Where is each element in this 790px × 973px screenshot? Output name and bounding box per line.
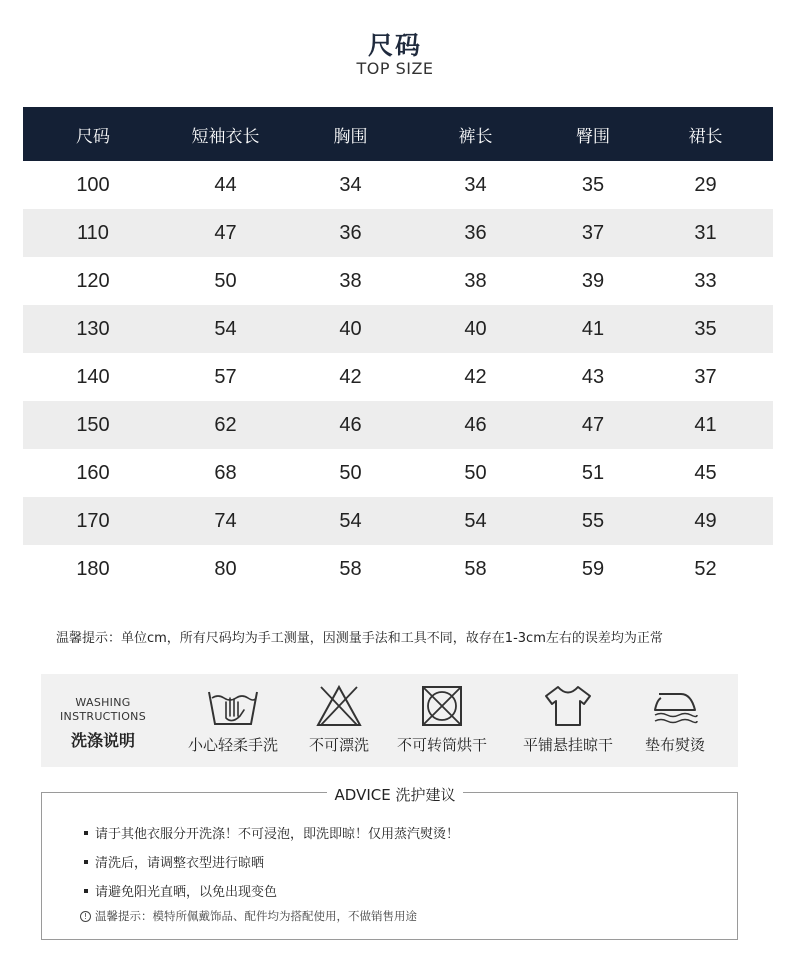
- table-cell: 51: [581, 461, 605, 484]
- table-cell: 43: [581, 365, 605, 388]
- table-cell: 74: [214, 509, 237, 532]
- table-cell: 49: [694, 509, 717, 532]
- table-cell: 140: [76, 365, 110, 388]
- bullet-icon: [84, 831, 88, 835]
- advice-item-text: 请避免阳光直晒，以免出现变色: [95, 885, 278, 900]
- flat-dry-icon: [543, 684, 593, 728]
- table-cell: 35: [581, 173, 605, 196]
- table-row: [23, 209, 773, 257]
- table-cell: 38: [464, 269, 487, 292]
- table-cell: 42: [339, 365, 362, 388]
- table-cell: 130: [76, 317, 110, 340]
- page-subtitle: TOP SIZE: [356, 59, 434, 78]
- table-cell: 62: [214, 413, 237, 436]
- table-cell: 41: [581, 317, 605, 340]
- table-cell: 110: [77, 221, 109, 244]
- column-header-pants-length: 裤长: [458, 126, 493, 147]
- washing-label-en-2: INSTRUCTIONS: [60, 710, 146, 723]
- care-label: 垫布熨烫: [644, 736, 705, 754]
- table-cell: 59: [581, 557, 605, 580]
- table-cell: 50: [464, 461, 487, 484]
- column-header-hip: 臀围: [576, 126, 610, 147]
- table-cell: 58: [339, 557, 362, 580]
- table-cell: 58: [464, 557, 487, 580]
- table-cell: 42: [464, 365, 487, 388]
- table-cell: 34: [464, 173, 487, 196]
- table-cell: 46: [464, 413, 487, 436]
- advice-item-text: 请于其他衣服分开洗涤！不可浸泡，即洗即晾！仅用蒸汽熨烫！: [95, 827, 460, 842]
- size-table: [23, 107, 773, 593]
- no-tumble-dry-icon: [420, 684, 464, 728]
- care-item-flat-dry: [515, 684, 621, 755]
- care-item-no-bleach: [299, 684, 379, 755]
- table-cell: 47: [581, 413, 605, 436]
- care-item-iron-with-cloth: [637, 684, 713, 755]
- care-label: 不可漂洗: [308, 736, 369, 754]
- table-cell: 34: [339, 173, 362, 196]
- table-cell: 40: [464, 317, 487, 340]
- no-bleach-icon: [315, 684, 363, 728]
- table-cell: 54: [464, 509, 487, 532]
- table-cell: 57: [214, 365, 237, 388]
- table-header: [23, 107, 773, 161]
- table-cell: 40: [339, 317, 362, 340]
- table-cell: 150: [76, 413, 110, 436]
- table-cell: 50: [214, 269, 237, 292]
- list-item: [84, 818, 459, 847]
- table-cell: 36: [464, 221, 487, 244]
- table-cell: 44: [214, 173, 237, 196]
- care-label: 不可转筒烘干: [396, 736, 487, 754]
- column-header-chest: 胸围: [333, 126, 368, 147]
- table-cell: 29: [694, 173, 717, 196]
- list-item: [84, 847, 459, 876]
- advice-title-text: ADVICE 洗护建议: [327, 786, 464, 804]
- table-cell: 52: [694, 557, 717, 580]
- table-cell: 38: [339, 269, 362, 292]
- advice-tip-text: 温馨提示：模特所佩戴饰品、配件均为搭配使用，不做销售用途: [95, 909, 417, 923]
- table-cell: 68: [214, 461, 237, 484]
- advice-title: [0, 784, 790, 805]
- table-row: [23, 305, 773, 353]
- table-row: [23, 257, 773, 305]
- table-cell: 45: [694, 461, 717, 484]
- care-label: 小心轻柔手洗: [187, 736, 278, 754]
- table-cell: 54: [214, 317, 237, 340]
- hand-wash-icon: [206, 684, 260, 728]
- bullet-icon: [84, 860, 88, 864]
- table-cell: 33: [694, 269, 717, 292]
- table-row: [23, 401, 773, 449]
- column-header-skirt-length: 裙长: [688, 126, 723, 147]
- table-cell: 100: [76, 173, 110, 196]
- table-cell: 31: [694, 221, 717, 244]
- column-header-top-length: 短袖衣长: [191, 126, 260, 147]
- table-cell: 170: [76, 509, 110, 532]
- table-cell: 180: [76, 557, 110, 580]
- table-cell: 35: [694, 317, 717, 340]
- column-header-size: 尺码: [76, 126, 110, 147]
- care-item-no-tumble-dry: [389, 684, 495, 755]
- table-cell: 54: [339, 509, 362, 532]
- advice-list: [84, 818, 459, 905]
- care-item-hand-wash: [181, 684, 285, 755]
- info-icon: !: [80, 911, 91, 922]
- table-cell: 36: [339, 221, 362, 244]
- table-cell: 47: [214, 221, 237, 244]
- page-title: 尺码: [367, 31, 422, 60]
- table-row: [23, 497, 773, 545]
- table-cell: 80: [214, 557, 237, 580]
- washing-label-cn: 洗涤说明: [70, 731, 135, 750]
- table-row: [23, 353, 773, 401]
- measurement-note: 温馨提示：单位cm，所有尺码均为手工测量，因测量手法和工具不同，故存在1-3cm左右的误差均为正常: [56, 631, 663, 646]
- washing-label-en-1: WASHING: [75, 696, 131, 709]
- advice-tip: [80, 908, 417, 924]
- bullet-icon: [84, 889, 88, 893]
- table-cell: 37: [581, 221, 605, 244]
- table-cell: 55: [581, 509, 605, 532]
- table-cell: 39: [581, 269, 605, 292]
- table-cell: 46: [339, 413, 362, 436]
- table-row: [23, 545, 773, 593]
- washing-instructions: [41, 674, 738, 767]
- table-row: [23, 161, 773, 209]
- care-label: 平铺悬挂晾干: [522, 736, 613, 754]
- iron-with-cloth-icon: [651, 684, 699, 728]
- table-cell: 37: [694, 365, 717, 388]
- advice-item-text: 清洗后，请调整衣型进行晾晒: [95, 856, 265, 871]
- washing-label: [57, 696, 149, 751]
- table-cell: 41: [694, 413, 717, 436]
- table-row: [23, 449, 773, 497]
- list-item: [84, 876, 459, 905]
- table-cell: 160: [76, 461, 110, 484]
- table-cell: 50: [339, 461, 362, 484]
- table-cell: 120: [76, 269, 110, 292]
